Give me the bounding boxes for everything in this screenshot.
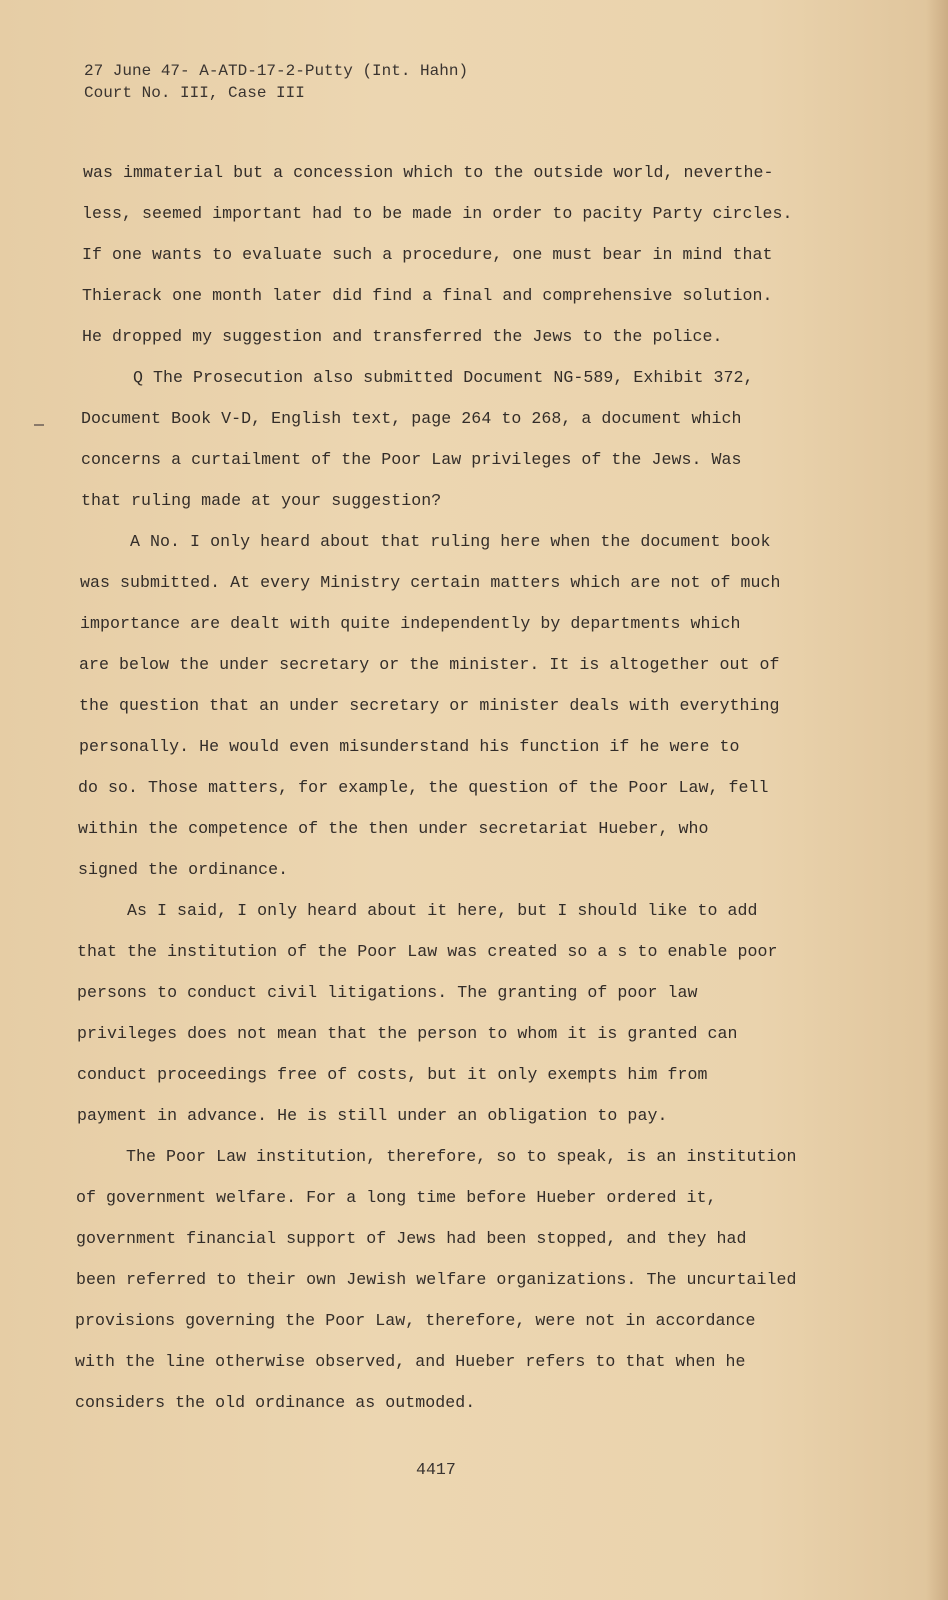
body-line: with the line otherwise observed, and Hueber refers to that when he	[75, 1352, 746, 1371]
page-number: 4417	[416, 1460, 456, 1479]
body-line: Q The Prosecution also submitted Document NG-589, Exhibit 372,	[133, 368, 754, 387]
body-line: He dropped my suggestion and transferred the Jews to the police.	[82, 327, 723, 346]
body-line: of government welfare. For a long time before Hueber ordered it,	[76, 1188, 717, 1207]
body-line: considers the old ordinance as outmoded.	[75, 1393, 476, 1412]
body-line: less, seemed important had to be made in order to pacity Party circles.	[82, 204, 793, 223]
body-line: conduct proceedings free of costs, but it only exempts him from	[77, 1065, 708, 1084]
body-line: that ruling made at your suggestion?	[81, 491, 442, 510]
body-line: importance are dealt with quite independently by departments which	[80, 614, 741, 633]
body-line: A No. I only heard about that ruling here when the document book	[130, 532, 771, 551]
body-line: been referred to their own Jewish welfare organizations. The uncurtailed	[76, 1270, 797, 1289]
body-line: that the institution of the Poor Law was created so a s to enable poor	[77, 942, 778, 961]
body-line: Thierack one month later did find a final and comprehensive solution.	[82, 286, 773, 305]
body-line: If one wants to evaluate such a procedure, one must bear in mind that	[82, 245, 773, 264]
body-line: was immaterial but a concession which to the outside world, neverthe-	[83, 163, 774, 182]
body-line: personally. He would even misunderstand his function if he were to	[79, 737, 740, 756]
margin-mark	[34, 424, 44, 426]
body-line: the question that an under secretary or minister deals with everything	[79, 696, 780, 715]
body-line: As I said, I only heard about it here, but I should like to add	[127, 901, 758, 920]
body-line: signed the ordinance.	[78, 860, 289, 879]
body-line: do so. Those matters, for example, the question of the Poor Law, fell	[78, 778, 769, 797]
header-line-1: 27 June 47- A-ATD-17-2-Putty (Int. Hahn)	[84, 62, 469, 80]
body-line: Document Book V-D, English text, page 264 to 268, a document which	[81, 409, 742, 428]
body-line: persons to conduct civil litigations. The granting of poor law	[77, 983, 698, 1002]
header-line-2: Court No. III, Case III	[84, 84, 305, 102]
document-header	[84, 60, 468, 104]
body-line: provisions governing the Poor Law, therefore, were not in accordance	[75, 1311, 756, 1330]
body-line: government financial support of Jews had been stopped, and they had	[76, 1229, 747, 1248]
body-line: privileges does not mean that the person to whom it is granted can	[77, 1024, 738, 1043]
page-edge-shadow	[926, 0, 948, 1600]
body-line: are below the under secretary or the minister. It is altogether out of	[79, 655, 780, 674]
body-line: The Poor Law institution, therefore, so to speak, is an institution	[126, 1147, 797, 1166]
body-line: within the competence of the then under secretariat Hueber, who	[78, 819, 709, 838]
body-line: concerns a curtailment of the Poor Law privileges of the Jews. Was	[81, 450, 742, 469]
body-line: was submitted. At every Ministry certain matters which are not of much	[80, 573, 781, 592]
body-line: payment in advance. He is still under an obligation to pay.	[77, 1106, 668, 1125]
